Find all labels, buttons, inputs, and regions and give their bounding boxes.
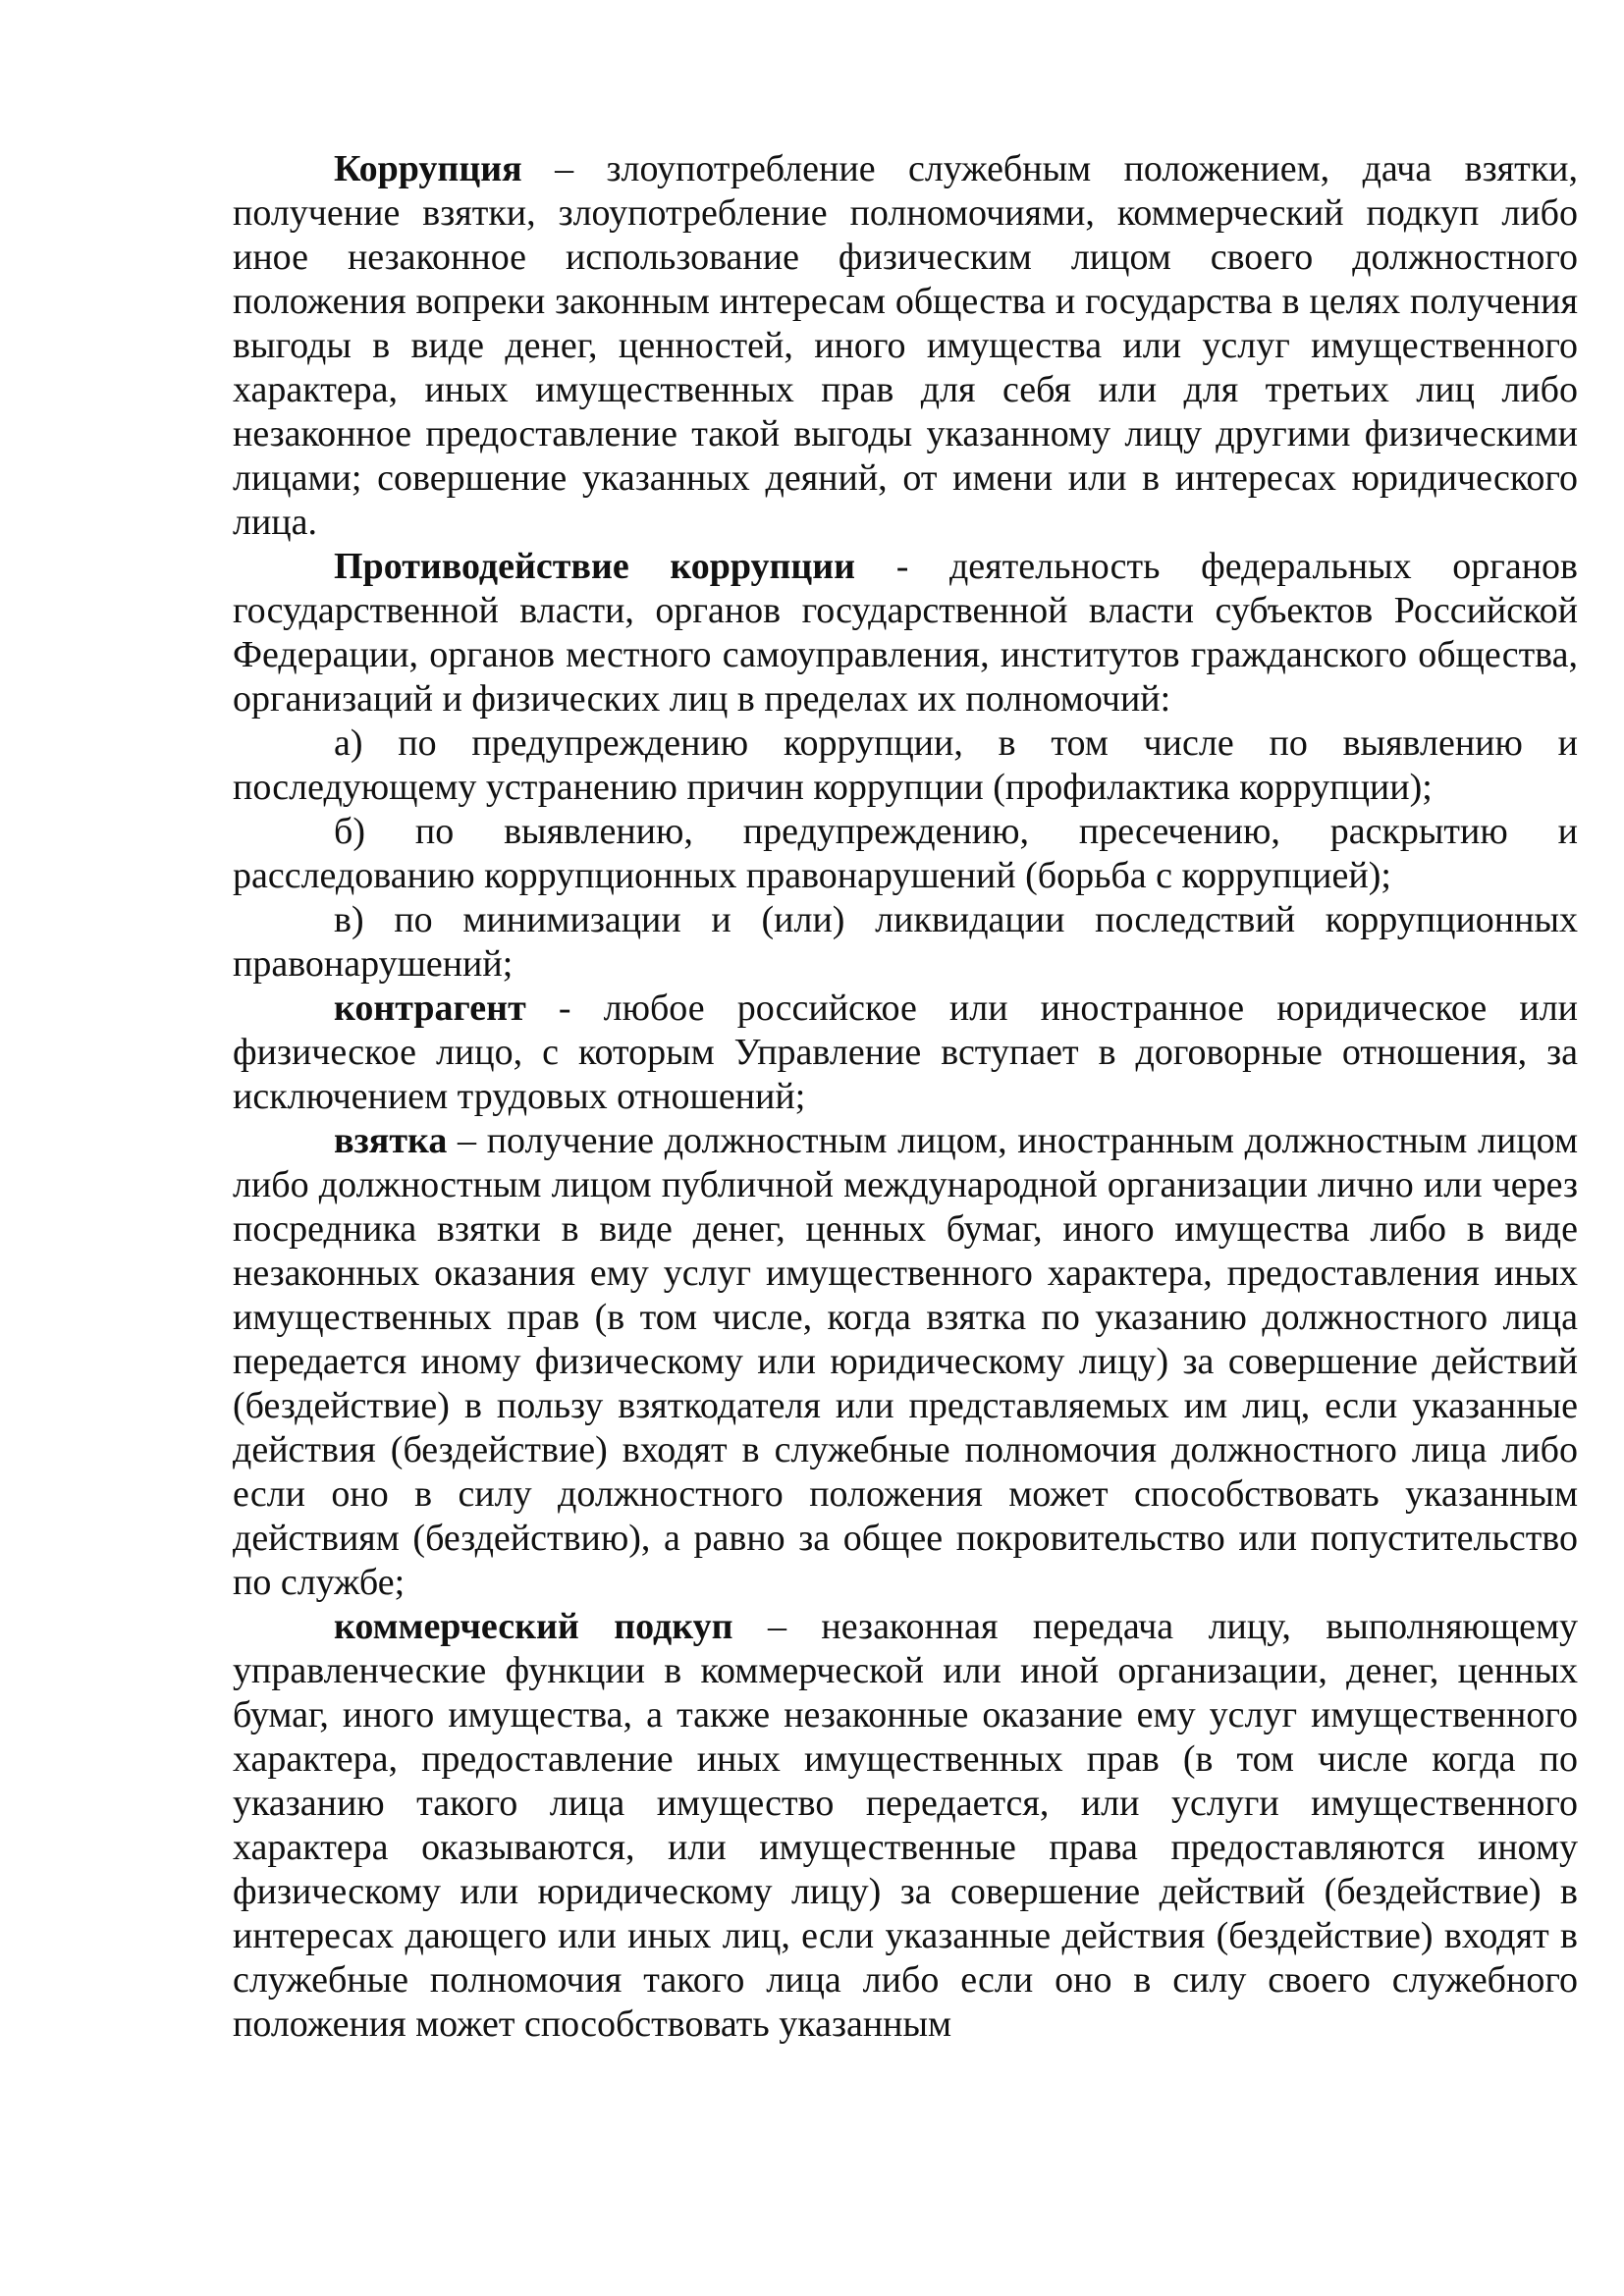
paragraph-corruption-definition <box>233 147 1578 545</box>
list-item-text: в) по минимизации и (или) ликвидации последствий коррупционных правонарушений; <box>233 899 1578 985</box>
paragraph-text: - любое российское или иностранное юридическое или физическое лицо, с которым Управление вступает в договорные отношения, за исключением трудовых отношений; <box>233 988 1578 1117</box>
paragraph-counterparty-definition <box>233 987 1578 1119</box>
list-item-text: б) по выявлению, предупреждению, пресечению, раскрытию и расследованию коррупционных правонарушений (борьба с коррупцией); <box>233 811 1578 896</box>
term-bribe: взятка <box>334 1120 448 1161</box>
paragraph-commercial-bribery-definition <box>233 1605 1578 2047</box>
list-item-a <box>233 721 1578 810</box>
term-corruption: Коррупция <box>334 148 522 189</box>
paragraph-text: – злоупотребление служебным положением, дача взятки, получение взятки, злоупотребление полномочиями, коммерческий подкуп либо иное незаконное использование физическим лицом своего должностного положения вопреки законным интересам общества и государства в целях получения выгоды в виде денег, ценностей, иного имущества или услуг имущественного характера, иных имущественных прав для себя или для третьих лиц либо незаконное предоставление такой выгоды указанному лицу другими физическими лицами; совершение указанных деяний, от имени или в интересах юридического лица. <box>233 148 1578 543</box>
term-anti-corruption: Противодействие коррупции <box>334 546 856 587</box>
paragraph-text: - деятельность федеральных органов государственной власти, органов государственной власти субъектов Российской Федерации, органов местного самоуправления, институтов гражданского общества, организаций и физических лиц в пределах их полномочий: <box>233 546 1578 720</box>
paragraph-bribe-definition <box>233 1119 1578 1561</box>
paragraph-text: по службе; <box>233 1562 406 1603</box>
list-item-c <box>233 898 1578 987</box>
list-item-b <box>233 810 1578 898</box>
paragraph-text: – получение должностным лицом, иностранным должностным лицом либо должностным лицом публичной международной организации лично или через посредника взятки в виде денег, ценных бумаг, иного имущества либо в виде незаконных оказания ему услуг имущественного характера, предоставления иных имущественных прав (в том числе, когда взятка по указанию должностного лица передается иному физическому или юридическому лицу) за совершение действий (бездействие) в пользу взяткодателя или представляемых им лиц, если указанные действия (бездействие) входят в служебные полномочия должностного лица либо если оно в силу должностного положения может способствовать указанным действиям (бездействию), а равно за общее покровительство или попустительство <box>233 1120 1578 1559</box>
document-page <box>233 147 1578 2047</box>
term-commercial-bribery: коммерческий подкуп <box>334 1606 733 1647</box>
paragraph-anti-corruption-definition <box>233 545 1578 721</box>
paragraph-bribe-continuation <box>233 1561 1578 1605</box>
paragraph-text: – незаконная передача лицу, выполняющему управленческие функции в коммерческой или иной организации, денег, ценных бумаг, иного имущества, а также незаконные оказание ему услуг имущественного характера, предоставление иных имущественных прав (в том числе когда по указанию такого лица имущество передается, или услуги имущественного характера оказываются, или имущественные права предоставляются иному физическому или юридическому лицу) за совершение действий (бездействие) в интересах дающего или иных лиц, если указанные действия (бездействие) входят в служебные полномочия такого лица либо если оно в силу своего служебного положения может способствовать указанным <box>233 1606 1578 2045</box>
list-item-text: а) по предупреждению коррупции, в том числе по выявлению и последующему устранению причин коррупции (профилактика коррупции); <box>233 722 1578 808</box>
term-counterparty: контрагент <box>334 988 526 1029</box>
